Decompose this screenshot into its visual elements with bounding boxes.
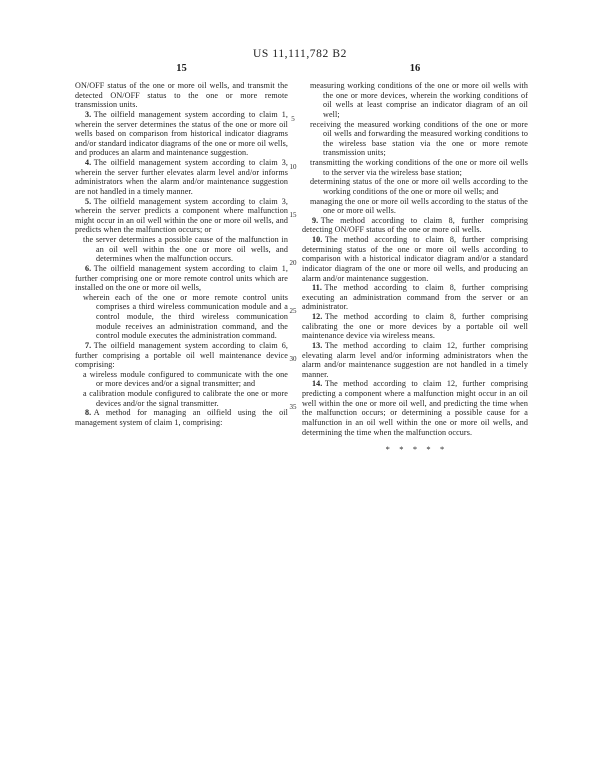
- line-number-10: 10: [289, 163, 297, 171]
- claim-12: [302, 312, 528, 341]
- line-number-20: 20: [289, 259, 297, 267]
- claim-number: 8.: [85, 408, 92, 418]
- claim-text: The method according to claim 12, further comprising predicting a component where a malfunction might occur in an oil well within the one or more oil well, and predicting the time when the malfunction occurs; or determining a possible cause for a malfunction in an oil well within the one or more oil wells, and determining the time when the malfunction occurs.: [302, 379, 528, 437]
- claim-number: 10.: [312, 235, 323, 244]
- column-number-left: 15: [176, 63, 187, 74]
- paragraph-continuation: ON/OFF status of the one or more oil wells, and transmit the detected ON/OFF status to the one or more remote transmission units.: [75, 81, 288, 110]
- claim-number: 4.: [85, 158, 92, 167]
- column-number-right: 16: [409, 63, 421, 74]
- claim-8-step-receiving: receiving the measured working conditions of the one or more oil wells and forwarding the measured working conditions to the wireless base station via the one or more remote transmission units;: [310, 119, 528, 158]
- claim-6: [75, 264, 288, 293]
- line-number-5: 5: [291, 115, 295, 123]
- claim-11: [302, 283, 528, 312]
- claim-text: The method according to claim 8, further comprising detecting ON/OFF status of the one or more oil wells.: [302, 215, 528, 235]
- claim-13: [302, 341, 528, 380]
- claim-number: 11.: [312, 283, 322, 293]
- claim-8-step-transmitting: transmitting the working conditions of the one or more oil wells to the server via the wireless base station;: [310, 158, 528, 177]
- patent-number: US 11,111,782 B2: [253, 48, 347, 60]
- claim-text: The oilfield management system according to claim 6, further comprising a portable oil well maintenance device comprising:: [75, 340, 288, 370]
- line-number-25: 25: [289, 307, 297, 315]
- claim-text: The method according to claim 12, further comprising elevating alarm level and/or informing administrators when the alarm and/or maintenance suggestion are not handled in a timely manner.: [302, 340, 528, 379]
- claim-8-step-determining: determining status of the one or more oil wells according to the working conditions of the one or more oil wells; and: [310, 177, 528, 196]
- claim-number: 5.: [85, 196, 92, 206]
- claim-text: The oilfield management system according to claim 1, wherein the server determines the status of the one or more oil wells based on comparison from historical indicator diagrams and/or standard indicator diagrams of the one or more oil wells, and produces an alarm and maintenance suggestion.: [75, 109, 288, 158]
- claim-8-step-managing: managing the one or more oil wells according to the status of the one or more oil wells.: [310, 196, 528, 216]
- claim-3: [75, 110, 288, 158]
- claim-5-subclause: the server determines a possible cause of the malfunction in an oil well within the one or more oil wells, and determines when the malfunction occurs.: [83, 235, 288, 264]
- claim-8: [75, 408, 288, 427]
- claim-number: 6.: [85, 263, 92, 273]
- line-number-35: 35: [289, 403, 297, 411]
- claim-7: [75, 341, 288, 370]
- claim-number: 12.: [312, 312, 323, 321]
- claim-text: A method for managing an oilfield using the oil management system of claim 1, comprising:: [75, 408, 288, 427]
- line-number-30: 30: [289, 355, 297, 363]
- line-number-15: 15: [289, 211, 297, 219]
- claim-number: 3.: [85, 109, 92, 119]
- claim-text: The method according to claim 8, further comprising executing an administration command from the server or an administrator.: [302, 283, 528, 312]
- end-of-claims-mark: * * * * *: [385, 444, 445, 455]
- claim-text: The oilfield management system according to claim 3, wherein the server further elevates alarm level and/or informs administrators when the alarm and/or maintenance suggestion are not handled in a timely manner.: [75, 158, 288, 196]
- claim-number: 13.: [312, 340, 323, 350]
- left-column: [75, 81, 288, 428]
- right-column: [302, 81, 528, 455]
- claim-number: 7.: [85, 340, 92, 350]
- claim-number: 9.: [312, 215, 319, 225]
- claim-text: The method according to claim 8, further comprising calibrating the one or more devices by a portable oil well maintenance device via wireless means.: [302, 312, 528, 341]
- claim-5: [75, 197, 288, 236]
- claim-7-subclause-wireless: a wireless module configured to communicate with the one or more devices and/or a signal transmitter; and: [83, 369, 288, 389]
- claim-8-step-measuring: measuring working conditions of the one or more oil wells with the one or more devices, wherein the working conditions of oil wells at least comprise an indicator diagram of an oil well;: [310, 81, 528, 119]
- claim-14: [302, 379, 528, 437]
- claim-text: The oilfield management system according to claim 3, wherein the server predicts a component where malfunction might occur in an oil well within the one or more oil wells, and predicts when the malfunction occurs; or: [75, 196, 288, 235]
- claim-9: [302, 216, 528, 235]
- claim-7-subclause-calibration: a calibration module configured to calibrate the one or more devices and/or the signal transmitter.: [83, 389, 288, 408]
- claim-text: The oilfield management system according to claim 1, further comprising one or more remote control units which are installed on the one or more oil wells,: [75, 263, 288, 293]
- claim-6-subclause: wherein each of the one or more remote control units comprises a third wireless communication module and a control module, the third wireless communication module receives an administration command, and the control module executes the administration command.: [83, 292, 288, 341]
- claim-10: [302, 235, 528, 283]
- claim-4: [75, 158, 288, 197]
- claim-text: The method according to claim 8, further comprising determining status of the one or more oil wells according to comparison with a historical indicator diagram and/or a standard indicator diagram of the one or more oil wells, and producing an alarm and/or maintenance suggestion.: [302, 235, 528, 283]
- claim-number: 14.: [312, 379, 323, 389]
